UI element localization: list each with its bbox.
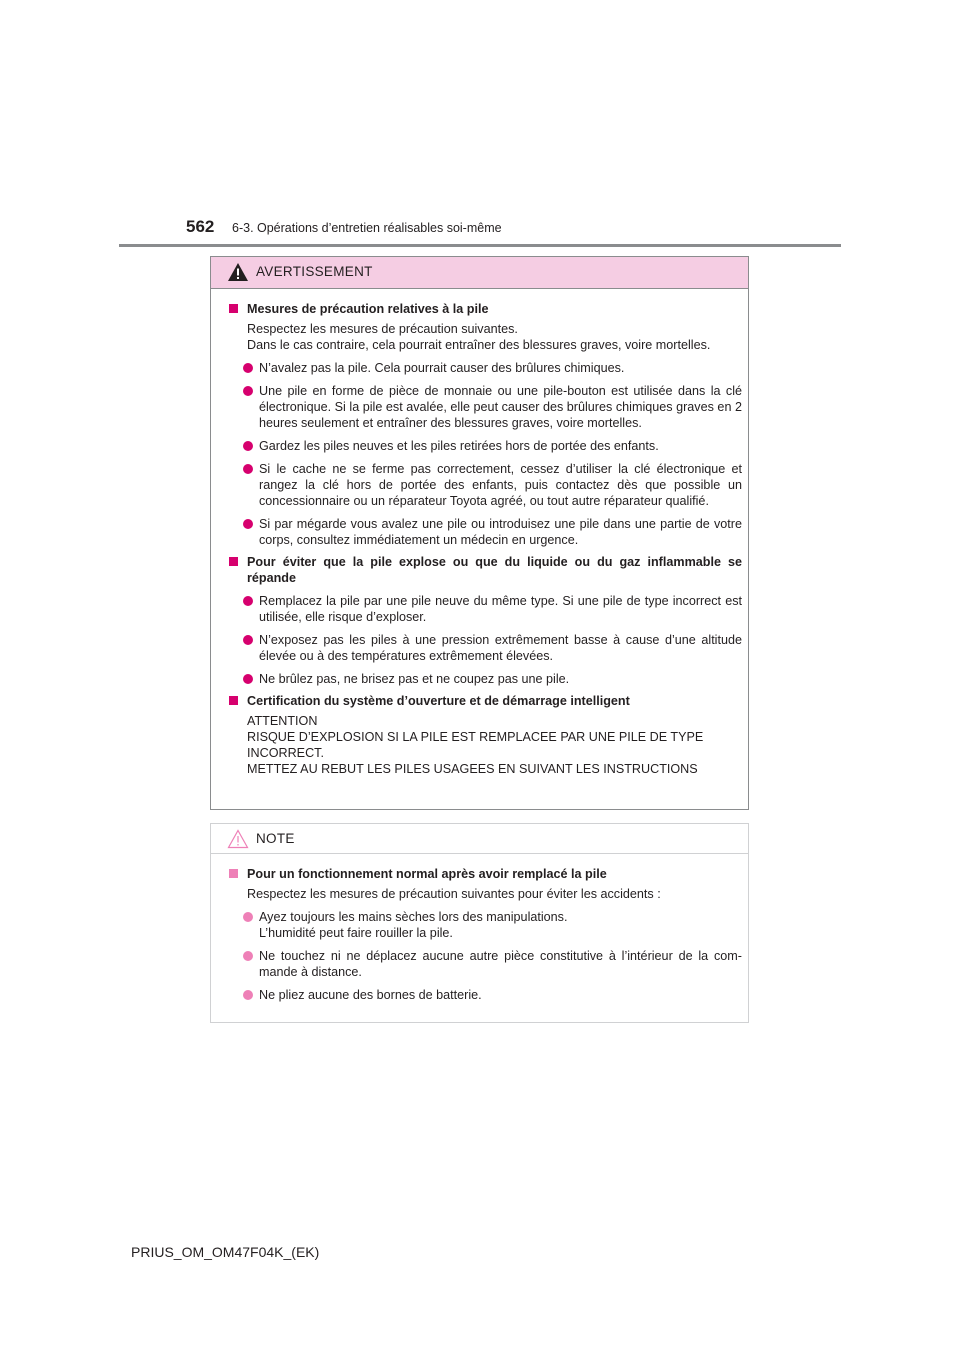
round-bullet-icon	[243, 596, 253, 606]
round-bullet-icon	[243, 441, 253, 451]
warning-header	[211, 257, 748, 289]
round-bullet-icon	[243, 635, 253, 645]
bullet-text: Ayez toujours les mains sèches lors des manipulations. L’humidité peut faire rouiller la pile.	[259, 910, 568, 940]
bullet-item	[229, 987, 742, 1003]
square-bullet-icon	[229, 696, 238, 705]
paragraph: METTEZ AU REBUT LES PILES USAGEES EN SUIVANT LES INSTRUCTIONS	[247, 762, 698, 776]
note-title: NOTE	[256, 831, 295, 846]
warning-body	[211, 289, 748, 777]
paragraph: Respectez les mesures de précaution suivantes.	[247, 322, 518, 336]
bullet-text: Remplacez la pile par une pile neuve du même type. Si une pile de type incorrect est utilisée, elle risque d’exploser.	[259, 594, 742, 624]
warning-box	[210, 256, 749, 810]
bullet-item	[229, 593, 742, 625]
bullet-item	[229, 948, 742, 980]
round-bullet-icon	[243, 464, 253, 474]
section-heading-text: Pour un fonctionnement normal après avoir remplacé la pile	[247, 867, 607, 881]
paragraph: ATTENTION	[247, 714, 318, 728]
section-heading	[229, 866, 742, 882]
section-heading	[229, 554, 742, 586]
section-title: 6-3. Opérations d’entretien réalisables soi-même	[232, 221, 502, 235]
round-bullet-icon	[243, 674, 253, 684]
bullet-text: N’avalez pas la pile. Cela pourrait causer des brûlures chimiques.	[259, 361, 625, 375]
section-heading-text: Pour éviter que la pile explose ou que du liquide ou du gaz inflammable se répande	[247, 555, 742, 585]
section-heading	[229, 301, 742, 317]
round-bullet-icon	[243, 519, 253, 529]
round-bullet-icon	[243, 990, 253, 1000]
bullet-item	[229, 461, 742, 509]
bullet-item	[229, 438, 742, 454]
paragraph: Dans le cas contraire, cela pourrait entraîner des blessures graves, voire mortelles.	[247, 338, 711, 352]
section-heading-text: Mesures de précaution relatives à la pile	[247, 302, 489, 316]
bullet-text: Si le cache ne se ferme pas correctement, cessez d’utiliser la clé électronique et rangez la clé hors de portée des enfants, puis contactez dès que possible un concessionnaire ou un réparateur Toyota agréé, ou tout autre réparateur qualifié.	[259, 462, 742, 508]
paragraph: RISQUE D’EXPLOSION SI LA PILE EST REMPLACEE PAR UNE PILE DE TYPE INCORRECT.	[247, 730, 704, 760]
bullet-text: Ne touchez ni ne déplacez aucune autre pièce constitutive à l’intérieur de la com-mande à distance.	[259, 949, 742, 979]
paragraph: Respectez les mesures de précaution suivantes pour éviter les accidents :	[247, 887, 661, 901]
bullet-text: Gardez les piles neuves et les piles retirées hors de portée des enfants.	[259, 439, 659, 453]
warning-triangle-icon	[227, 262, 249, 282]
page-header	[0, 0, 960, 250]
bullet-text: Si par mégarde vous avalez une pile ou introduisez une pile dans une partie de votre corps, consultez immédiatement un médecin en urgence.	[259, 517, 742, 547]
section-heading-text: Certification du système d’ouverture et de démarrage intelligent	[247, 694, 630, 708]
bullet-text: Ne brûlez pas, ne brisez pas et ne coupez pas une pile.	[259, 672, 570, 686]
note-header	[211, 824, 748, 854]
bullet-item	[229, 671, 742, 687]
square-bullet-icon	[229, 557, 238, 566]
note-box	[210, 823, 749, 1023]
round-bullet-icon	[243, 912, 253, 922]
square-bullet-icon	[229, 869, 238, 878]
section-heading	[229, 693, 742, 709]
bullet-text: N’exposez pas les piles à une pression extrêmement basse à cause d’une altitude élevée ou à des températures extrêmement élevées.	[259, 633, 742, 663]
bullet-item	[229, 516, 742, 548]
bullet-text: Une pile en forme de pièce de monnaie ou une pile-bouton est utilisée dans la clé électronique. Si la pile est avalée, elle peut causer des brûlures chimiques graves en 2 heures seulement et entraîner des blessures graves, voire mortelles.	[259, 384, 742, 430]
bullet-item	[229, 909, 742, 941]
header-divider	[119, 244, 841, 247]
bullet-item	[229, 632, 742, 664]
bullet-item	[229, 360, 742, 376]
square-bullet-icon	[229, 304, 238, 313]
warning-title: AVERTISSEMENT	[256, 264, 373, 279]
note-body	[211, 854, 748, 1003]
caution-triangle-outline-icon	[227, 829, 249, 849]
bullet-text: Ne pliez aucune des bornes de batterie.	[259, 988, 482, 1002]
round-bullet-icon	[243, 363, 253, 373]
page-number: 562	[186, 217, 215, 236]
document-code: PRIUS_OM_OM47F04K_(EK)	[131, 1244, 320, 1260]
bullet-item	[229, 383, 742, 431]
round-bullet-icon	[243, 386, 253, 396]
round-bullet-icon	[243, 951, 253, 961]
